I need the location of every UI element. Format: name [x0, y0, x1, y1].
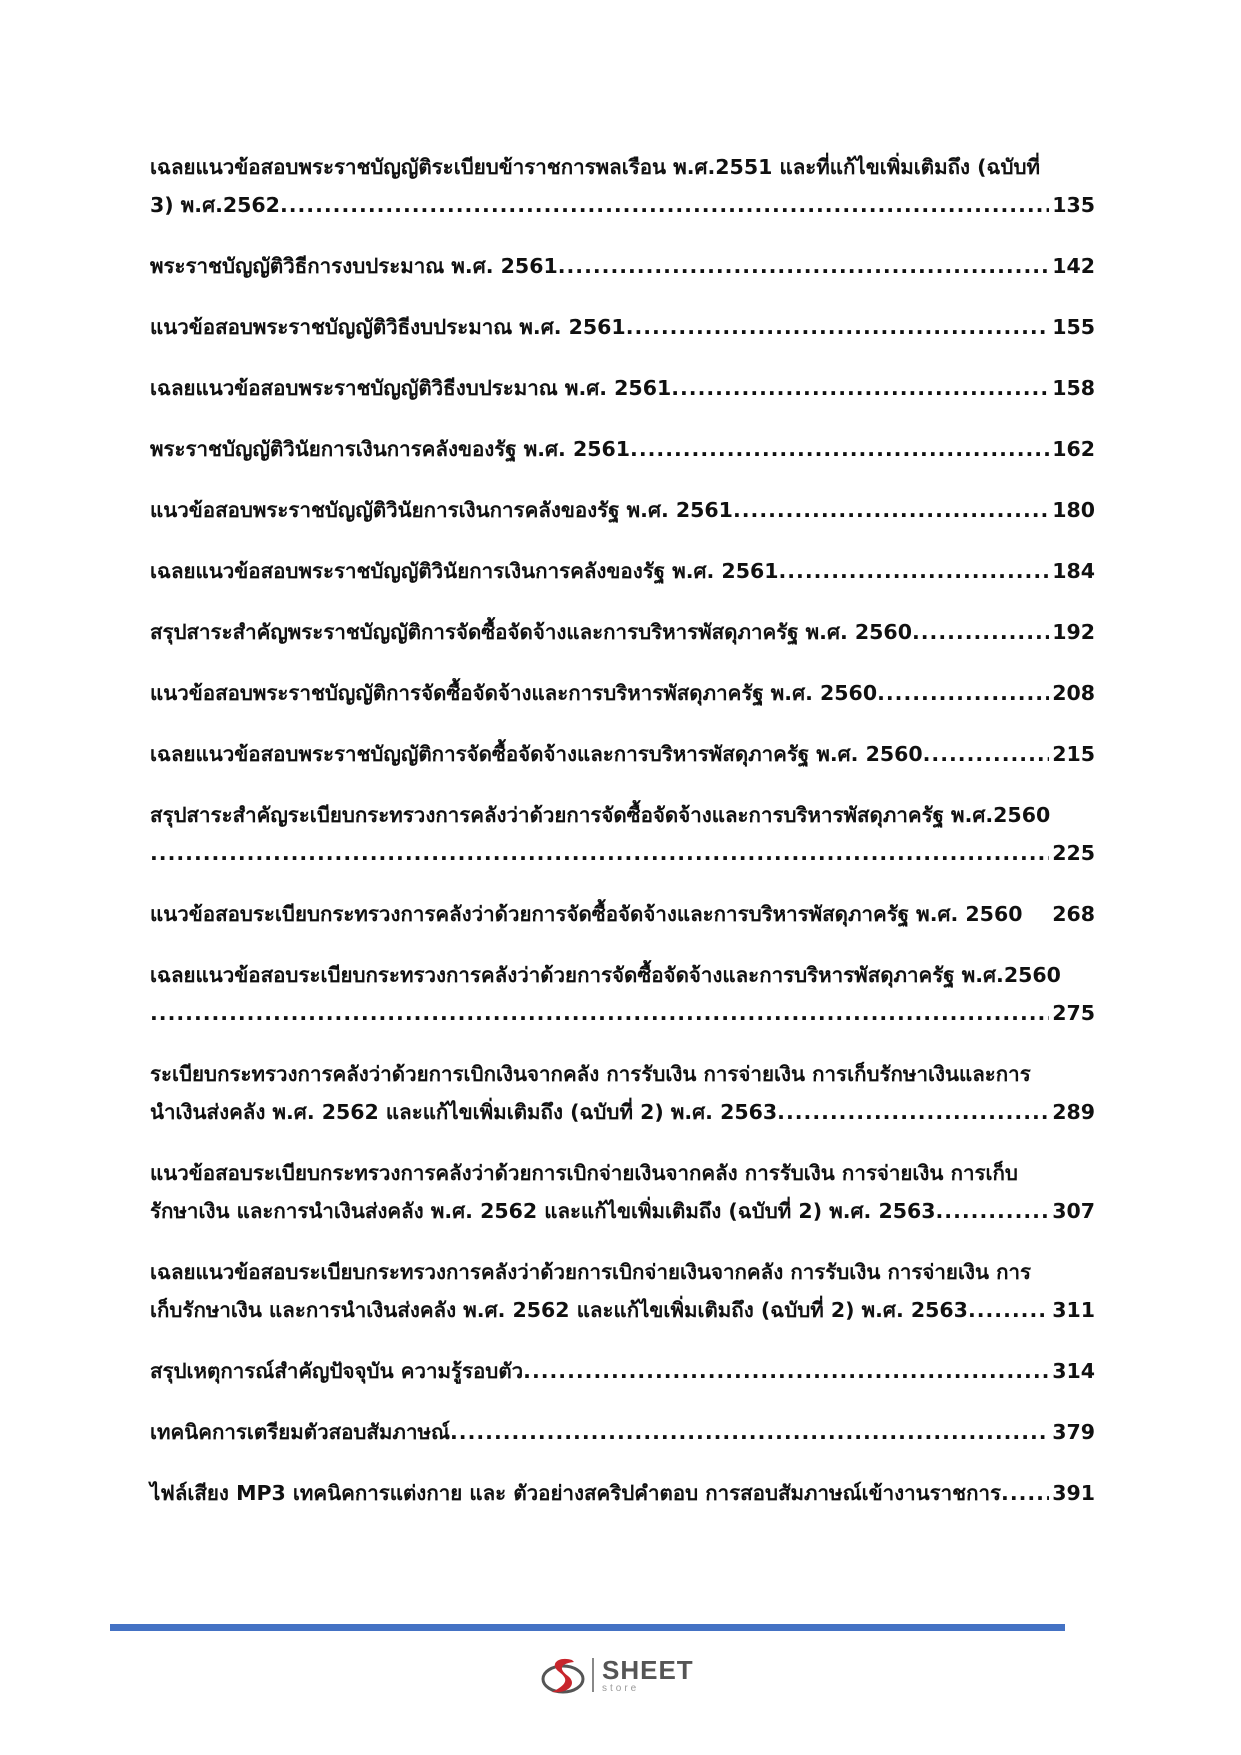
toc-entry-title-line: เฉลยแนวข้อสอบพระราชบัญญัติระเบียบข้าราชการพลเรือน พ.ศ.2551 และที่แก้ไขเพิ่มเติมถึง (ฉบับที่: [150, 155, 1041, 179]
sheet-store-logo-icon: [540, 1652, 586, 1698]
toc-entry-title: แนวข้อสอบพระราชบัญญัติวิธีงบประมาณ พ.ศ. 2561: [150, 315, 626, 339]
toc-entry-leader-line: [150, 834, 1095, 872]
toc-entry-title: พระราชบัญญัติวิธีการงบประมาณ พ.ศ. 2561: [150, 254, 558, 278]
toc-page-number: 307: [1052, 1199, 1095, 1223]
logo-text: SHEET: [602, 1654, 694, 1685]
toc-entry-title: เก็บรักษาเงิน และการนำเงินส่งคลัง พ.ศ. 2562 และแก้ไขเพิ่มเติมถึง (ฉบับที่ 2) พ.ศ. 2563: [150, 1298, 968, 1322]
dot-leader: [968, 1291, 1049, 1329]
toc-entry-title-line: แนวข้อสอบระเบียบกระทรวงการคลังว่าด้วยการเบิกจ่ายเงินจากคลัง การรับเงิน การจ่ายเงิน การเก็บ: [150, 1161, 1018, 1185]
toc-page-number: 391: [1052, 1481, 1095, 1505]
dot-leader: [733, 491, 1049, 529]
footer-rule: [110, 1624, 1065, 1631]
toc-entry[interactable]: [150, 308, 1095, 346]
toc-entry[interactable]: [150, 1253, 1095, 1329]
toc-page-number: 268: [1052, 902, 1095, 926]
toc-entry-leader-line: [150, 1413, 1095, 1451]
toc-entry-title: แนวข้อสอบพระราชบัญญัติวินัยการเงินการคลังของรัฐ พ.ศ. 2561: [150, 498, 733, 522]
dot-leader: [523, 1352, 1049, 1390]
toc-entry-leader-line: [150, 1192, 1095, 1230]
toc-entry-title: ไฟล์เสียง MP3 เทคนิคการแต่งกาย และ ตัวอย่างสคริปคำตอบ การสอบสัมภาษณ์เข้างานราชการ: [150, 1481, 1002, 1505]
toc-entry-title: 3) พ.ศ.2562: [150, 193, 280, 217]
toc-page-number: 311: [1052, 1298, 1095, 1322]
toc-entry[interactable]: [150, 796, 1095, 872]
toc-entry-title-line: สรุปสาระสำคัญระเบียบกระทรวงการคลังว่าด้วยการจัดซื้อจัดจ้างและการบริหารพัสดุภาครัฐ พ.ศ.2560: [150, 803, 1051, 827]
dot-leader: [778, 552, 1049, 590]
toc-page-number: 314: [1052, 1359, 1095, 1383]
toc-page-number: 142: [1052, 254, 1095, 278]
toc-entry[interactable]: [150, 674, 1095, 712]
toc-page-number: 215: [1052, 742, 1095, 766]
table-of-contents: [150, 148, 1095, 1535]
toc-entry-leader-line: [150, 1352, 1095, 1390]
toc-page-number: 135: [1052, 193, 1095, 217]
toc-entry-title: เฉลยแนวข้อสอบพระราชบัญญัติการจัดซื้อจัดจ้างและการบริหารพัสดุภาครัฐ พ.ศ. 2560: [150, 742, 923, 766]
toc-page-number: 225: [1052, 841, 1095, 865]
dot-leader: [936, 1192, 1050, 1230]
toc-entry-title: สรุปเหตุการณ์สำคัญปัจจุบัน ความรู้รอบตัว: [150, 1359, 524, 1383]
dot-leader: [558, 247, 1049, 285]
toc-entry[interactable]: [150, 1055, 1095, 1131]
toc-entry-title: รักษาเงิน และการนำเงินส่งคลัง พ.ศ. 2562 และแก้ไขเพิ่มเติมถึง (ฉบับที่ 2) พ.ศ. 2563: [150, 1199, 936, 1223]
toc-entry-leader-line: [150, 491, 1095, 529]
toc-entry[interactable]: [150, 247, 1095, 285]
toc-page-number: 162: [1052, 437, 1095, 461]
dot-leader: [630, 430, 1049, 468]
dot-leader: [280, 186, 1049, 224]
toc-entry-leader-line: [150, 895, 1095, 933]
toc-entry-title: เทคนิคการเตรียมตัวสอบสัมภาษณ์: [150, 1420, 450, 1444]
toc-page-number: 180: [1052, 498, 1095, 522]
toc-page-number: 192: [1052, 620, 1095, 644]
dot-leader: [777, 1093, 1049, 1131]
toc-entry-title-line: เฉลยแนวข้อสอบระเบียบกระทรวงการคลังว่าด้วยการจัดซื้อจัดจ้างและการบริหารพัสดุภาครัฐ พ.ศ.2560: [150, 963, 1061, 987]
toc-entry-leader-line: [150, 735, 1095, 773]
toc-page-number: 155: [1052, 315, 1095, 339]
toc-entry[interactable]: [150, 735, 1095, 773]
toc-entry[interactable]: [150, 1474, 1095, 1512]
toc-page-number: 289: [1052, 1100, 1095, 1124]
toc-entry-title: เฉลยแนวข้อสอบพระราชบัญญัติวินัยการเงินการคลังของรัฐ พ.ศ. 2561: [150, 559, 779, 583]
toc-entry[interactable]: [150, 491, 1095, 529]
sheet-store-logo: [540, 1650, 694, 1700]
toc-page-number: 379: [1052, 1420, 1095, 1444]
dot-leader: [450, 1413, 1049, 1451]
toc-entry-leader-line: [150, 1474, 1095, 1512]
dot-leader: [912, 613, 1049, 651]
toc-entry-title: พระราชบัญญัติวินัยการเงินการคลังของรัฐ พ.ศ. 2561: [150, 437, 631, 461]
dot-leader: [150, 994, 1049, 1032]
logo-subtext: store: [602, 1682, 640, 1694]
toc-entry-leader-line: [150, 674, 1095, 712]
toc-entry-title-line: เฉลยแนวข้อสอบระเบียบกระทรวงการคลังว่าด้วยการเบิกจ่ายเงินจากคลัง การรับเงิน การจ่ายเงิน การ: [150, 1260, 1032, 1284]
toc-entry[interactable]: [150, 1154, 1095, 1230]
toc-entry[interactable]: [150, 895, 1095, 933]
toc-entry-leader-line: [150, 613, 1095, 651]
toc-entry[interactable]: [150, 613, 1095, 651]
toc-entry-leader-line: [150, 994, 1095, 1032]
toc-entry[interactable]: [150, 369, 1095, 407]
toc-entry-leader-line: [150, 552, 1095, 590]
toc-entry-leader-line: [150, 369, 1095, 407]
toc-entry-title: แนวข้อสอบระเบียบกระทรวงการคลังว่าด้วยการจัดซื้อจัดจ้างและการบริหารพัสดุภาครัฐ พ.ศ. 2560: [150, 902, 1023, 926]
toc-entry-leader-line: [150, 186, 1095, 224]
toc-entry[interactable]: [150, 956, 1095, 1032]
toc-entry-title-line: ระเบียบกระทรวงการคลังว่าด้วยการเบิกเงินจากคลัง การรับเงิน การจ่ายเงิน การเก็บรักษาเงินและการ: [150, 1062, 1031, 1086]
toc-entry-leader-line: [150, 1093, 1095, 1131]
toc-entry-leader-line: [150, 430, 1095, 468]
toc-entry-leader-line: [150, 1291, 1095, 1329]
toc-entry-title: เฉลยแนวข้อสอบพระราชบัญญัติวิธีงบประมาณ พ.ศ. 2561: [150, 376, 672, 400]
toc-page-number: 275: [1052, 1001, 1095, 1025]
toc-entry-leader-line: [150, 308, 1095, 346]
toc-page-number: 208: [1052, 681, 1095, 705]
dot-leader: [150, 834, 1049, 872]
dot-leader: [877, 674, 1049, 712]
logo-separator: [592, 1658, 594, 1692]
toc-page-number: 184: [1052, 559, 1095, 583]
toc-entry[interactable]: [150, 1413, 1095, 1451]
toc-entry-title: แนวข้อสอบพระราชบัญญัติการจัดซื้อจัดจ้างและการบริหารพัสดุภาครัฐ พ.ศ. 2560: [150, 681, 878, 705]
toc-entry-title: สรุปสาระสำคัญพระราชบัญญัติการจัดซื้อจัดจ้างและการบริหารพัสดุภาครัฐ พ.ศ. 2560: [150, 620, 912, 644]
dot-leader: [626, 308, 1050, 346]
toc-entry[interactable]: [150, 1352, 1095, 1390]
dot-leader: [1001, 1474, 1049, 1512]
toc-entry-leader-line: [150, 247, 1095, 285]
toc-entry[interactable]: [150, 148, 1095, 224]
toc-page-number: 158: [1052, 376, 1095, 400]
toc-entry-title: นำเงินส่งคลัง พ.ศ. 2562 และแก้ไขเพิ่มเติมถึง (ฉบับที่ 2) พ.ศ. 2563: [150, 1100, 778, 1124]
dot-leader: [923, 735, 1050, 773]
toc-entry[interactable]: [150, 552, 1095, 590]
logo-wordmark: [602, 1654, 694, 1694]
toc-entry[interactable]: [150, 430, 1095, 468]
dot-leader: [671, 369, 1049, 407]
